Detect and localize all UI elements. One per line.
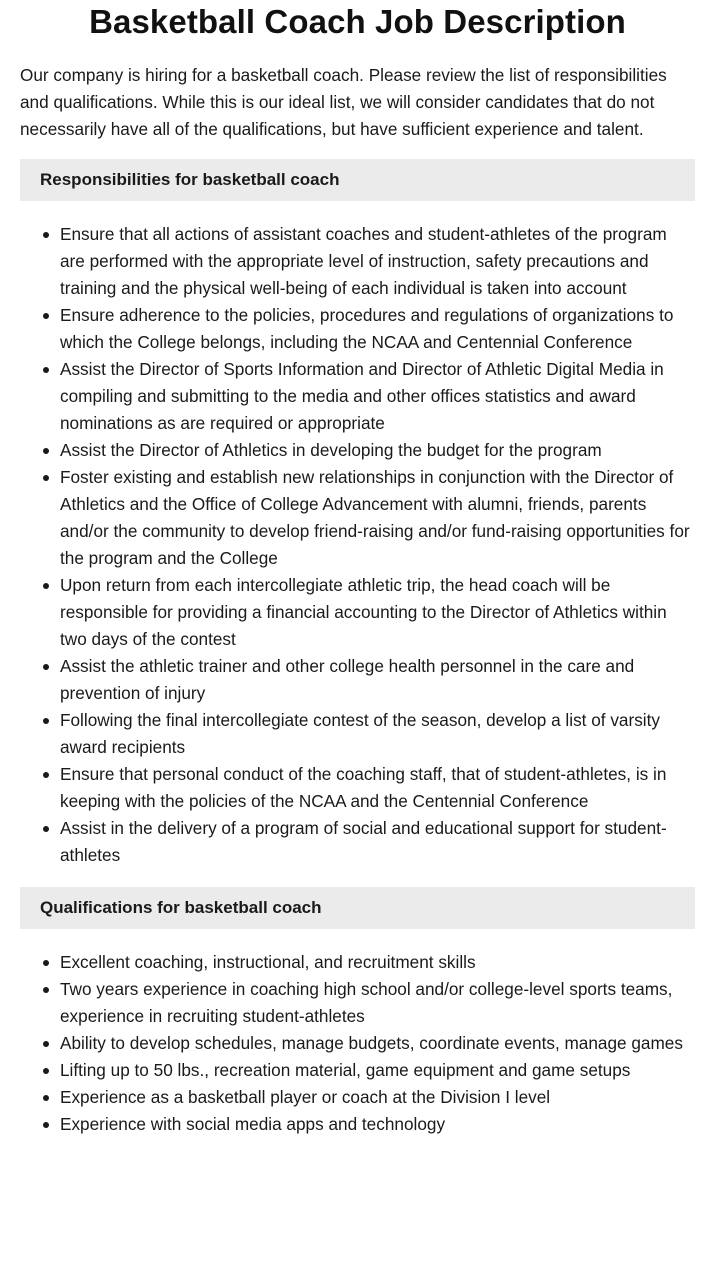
responsibility-item: Assist the athletic trainer and other college health personnel in the care and prevention of injury bbox=[60, 653, 695, 707]
responsibility-item: Following the final intercollegiate contest of the season, develop a list of varsity award recipients bbox=[60, 707, 695, 761]
qualification-item: Two years experience in coaching high school and/or college-level sports teams, experience in recruiting student-athletes bbox=[60, 976, 695, 1030]
page-title: Basketball Coach Job Description bbox=[89, 3, 626, 40]
responsibility-item: Ensure that all actions of assistant coaches and student-athletes of the program are performed with the appropriate level of instruction, safety precautions and training and the physical well-being of each individual is taken into account bbox=[60, 221, 695, 302]
qualification-item: Experience with social media apps and technology bbox=[60, 1111, 695, 1138]
qualifications-heading: Qualifications for basketball coach bbox=[20, 887, 695, 929]
responsibility-item: Ensure adherence to the policies, procedures and regulations of organizations to which the College belongs, including the NCAA and Centennial Conference bbox=[60, 302, 695, 356]
responsibility-item: Foster existing and establish new relationships in conjunction with the Director of Athletics and the Office of College Advancement with alumni, friends, parents and/or the community to develop friend-raising and/or fund-raising opportunities for the program and the College bbox=[60, 464, 695, 572]
qualification-item: Lifting up to 50 lbs., recreation material, game equipment and game setups bbox=[60, 1057, 695, 1084]
responsibilities-list bbox=[20, 221, 695, 869]
responsibility-item: Assist in the delivery of a program of social and educational support for student-athletes bbox=[60, 815, 695, 869]
responsibility-item: Ensure that personal conduct of the coaching staff, that of student-athletes, is in keeping with the policies of the NCAA and the Centennial Conference bbox=[60, 761, 695, 815]
qualification-item: Excellent coaching, instructional, and recruitment skills bbox=[60, 949, 695, 976]
qualification-item: Experience as a basketball player or coach at the Division I level bbox=[60, 1084, 695, 1111]
qualifications-list bbox=[20, 949, 695, 1138]
responsibility-item: Assist the Director of Athletics in developing the budget for the program bbox=[60, 437, 695, 464]
qualification-item: Ability to develop schedules, manage budgets, coordinate events, manage games bbox=[60, 1030, 695, 1057]
responsibility-item: Assist the Director of Sports Information and Director of Athletic Digital Media in compiling and submitting to the media and other offices statistics and award nominations as are required or appropriate bbox=[60, 356, 695, 437]
responsibility-item: Upon return from each intercollegiate athletic trip, the head coach will be responsible for providing a financial accounting to the Director of Athletics within two days of the contest bbox=[60, 572, 695, 653]
responsibilities-heading: Responsibilities for basketball coach bbox=[20, 159, 695, 201]
intro-paragraph: Our company is hiring for a basketball coach. Please review the list of responsibilities and qualifications. While this is our ideal list, we will consider candidates that do not necessarily have all of the qualifications, but have sufficient experience and talent. bbox=[20, 65, 667, 139]
